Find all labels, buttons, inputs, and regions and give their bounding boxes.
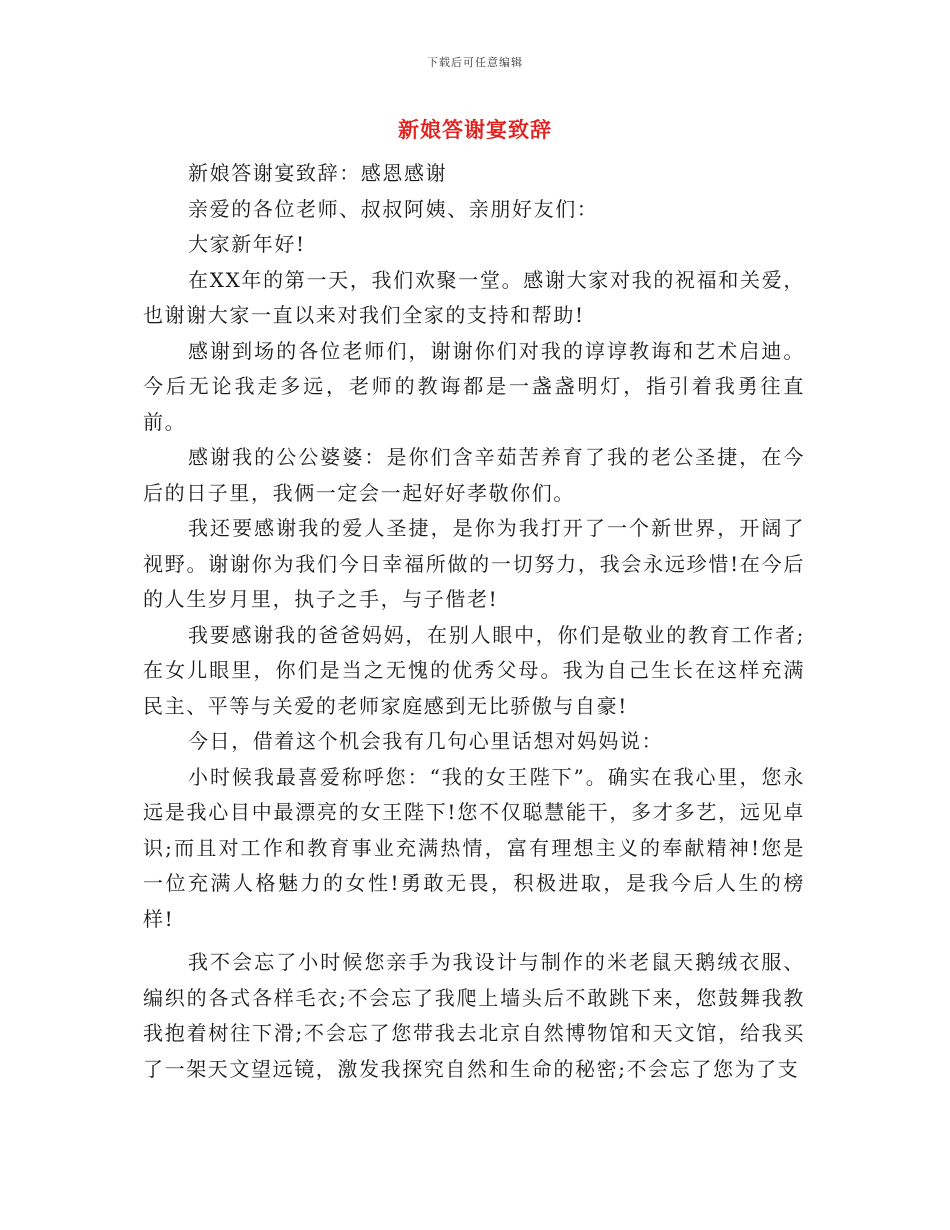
paragraph-salutation: 亲爱的各位老师、叔叔阿姨、亲朋好友们： — [188, 196, 599, 221]
paragraph-thanks-all: 在XX年的第一天，我们欢聚一堂。感谢大家对我的祝福和关爱，也谢谢大家一直以来对我们全家的支持和帮助! — [143, 267, 805, 327]
page-header-note: 下载后可任意编辑 — [427, 56, 523, 69]
paragraph-greeting: 大家新年好! — [188, 232, 306, 256]
document-body — [143, 156, 805, 1087]
paragraph-thanks-husband: 我还要感谢我的爱人圣捷，是你为我打开了一个新世界，开阔了视野。谢谢你为我们今日幸福所做的一切努力，我会永远珍惜!在今后的人生岁月里，执子之手，与子偕老! — [143, 516, 805, 611]
paragraph-thanks-in-laws: 感谢我的公公婆婆：是你们含辛茹苦养育了我的老公圣捷，在今后的日子里，我俩一定会一起好好孝敬你们。 — [143, 445, 805, 505]
paragraph-childhood-memories: 我不会忘了小时候您亲手为我设计与制作的米老鼠天鹅绒衣服、编织的各式各样毛衣;不会忘了我爬上墙头后不敢跳下来，您鼓舞我教我抱着树往下滑;不会忘了您带我去北京自然博物馆和天文馆，给我买了一架天文望远镜，激发我探究自然和生命的秘密;不会忘了您为了支 — [143, 950, 805, 1081]
paragraph-thanks-parents: 我要感谢我的爸爸妈妈，在别人眼中，你们是敬业的教育工作者;在女儿眼里，你们是当之无愧的优秀父母。我为自己生长在这样充满民主、平等与关爱的老师家庭感到无比骄傲与自豪! — [143, 622, 805, 718]
paragraph-subtitle: 新娘答谢宴致辞：感恩感谢 — [188, 161, 448, 185]
paragraph-thanks-teachers: 感谢到场的各位老师们，谢谢你们对我的谆谆教诲和艺术启迪。今后无论我走多远，老师的教诲都是一盏盏明灯，指引着我勇往直前。 — [143, 338, 805, 434]
document-title: 新娘答谢宴致辞 — [398, 118, 552, 142]
paragraph-queen-majesty: 小时候我最喜爱称呼您：“我的女王陛下”。确实在我心里，您永远是我心目中最漂亮的女王陛下!您不仅聪慧能干，多才多艺，远见卓识;而且对工作和教育事业充满热情，富有理想主义的奉献精神!您是一位充满人格魅力的女性!勇敢无畏，积极进取，是我今后人生的榜样! — [143, 764, 805, 931]
paragraph-to-mother-intro: 今日，借着这个机会我有几句心里话想对妈妈说： — [188, 729, 664, 753]
